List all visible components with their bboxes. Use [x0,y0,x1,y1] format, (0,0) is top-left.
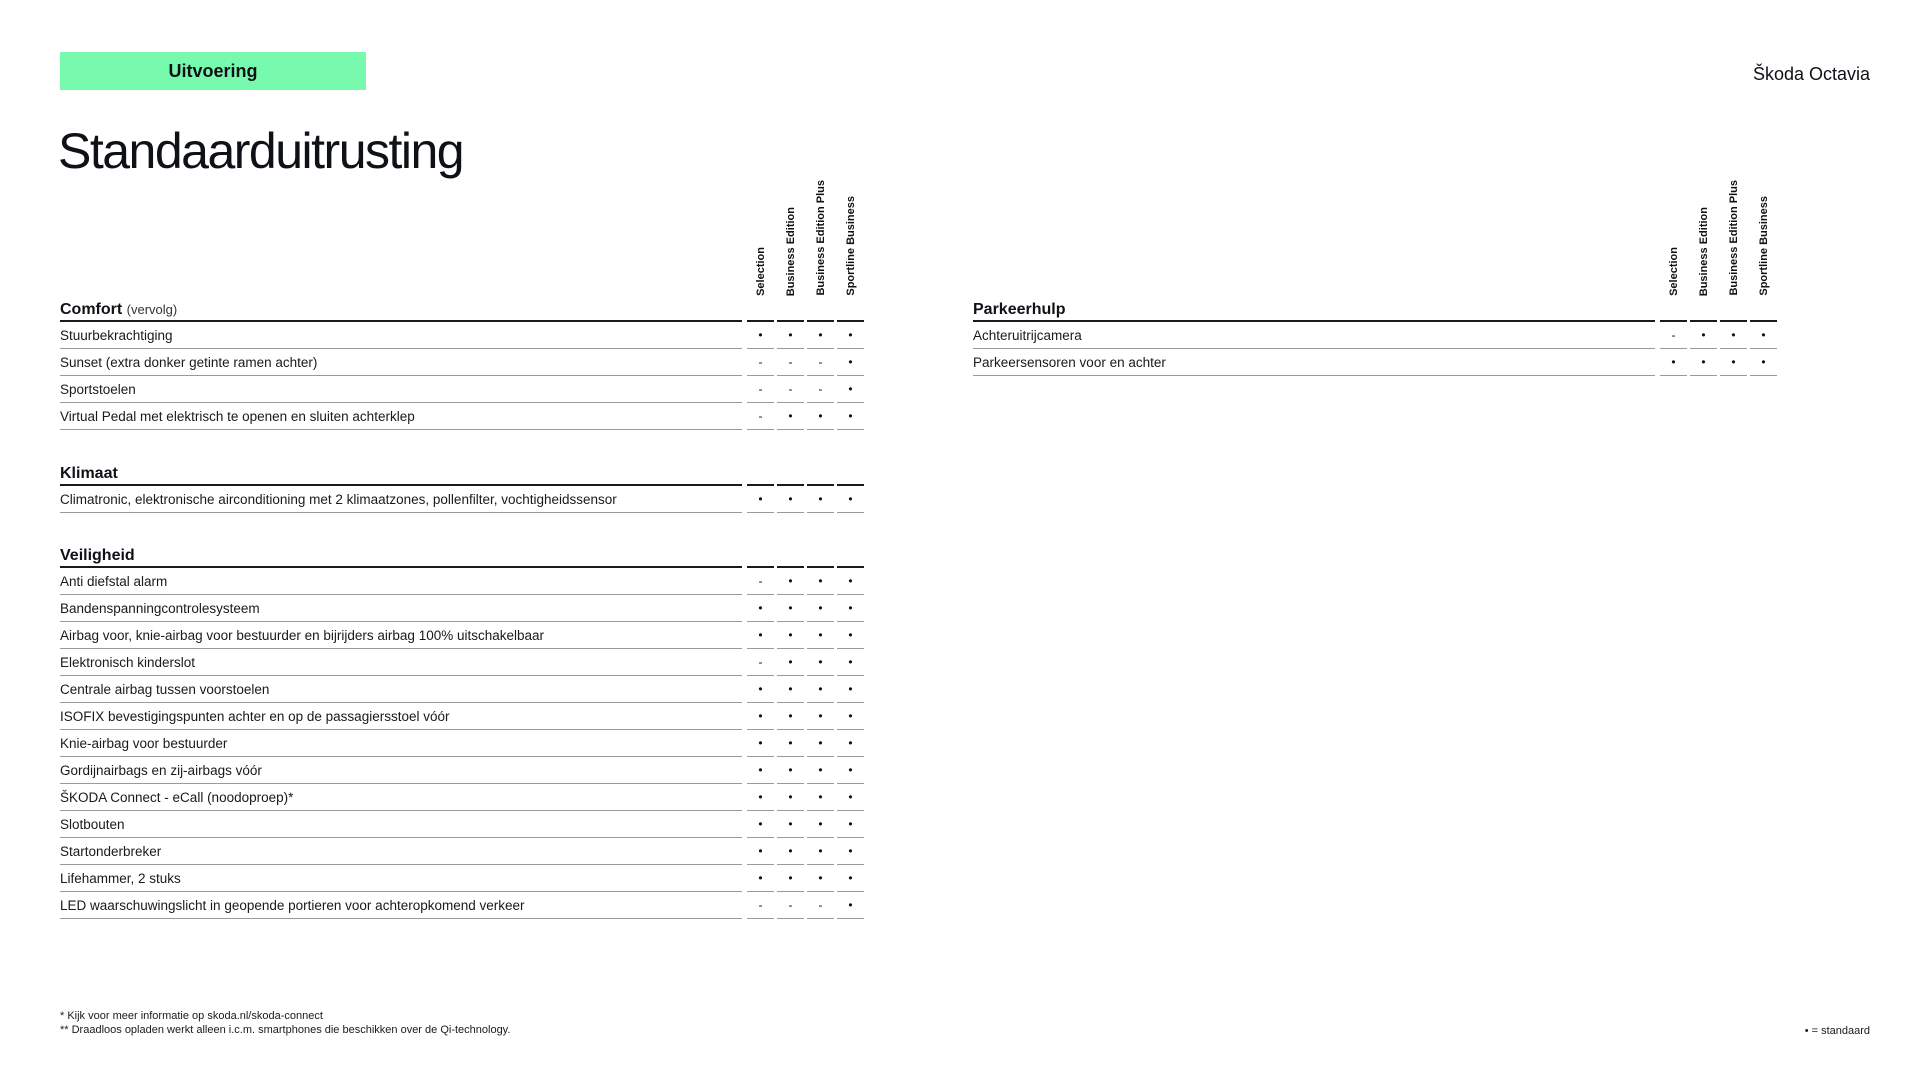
standard-dot: • [848,763,853,777]
row-label: Startonderbreker [60,844,162,859]
page-title: Standaarduitrusting [58,123,464,179]
column-header [1659,178,1689,296]
row-label: Climatronic, elektronische airconditioning met 2 klimaatzones, pollenfilter, vochtigheidssensor [60,492,617,507]
footnote: ** Draadloos opladen werkt alleen i.c.m. smartphones die beschikken over de Qi-technology. [60,1024,511,1036]
table-row [60,865,864,892]
standard-dot: • [818,763,823,777]
cell-rule [747,918,774,919]
standard-dot: • [848,628,853,642]
table-row [60,838,864,865]
footnotes [60,1009,510,1037]
standard-dot: • [788,871,793,885]
standard-dot: • [758,328,763,342]
standard-dot: • [788,628,793,642]
standard-dot: • [758,628,763,642]
column-header-label: Business Edition Plus [1728,180,1740,296]
standard-dot: • [758,871,763,885]
standard-dot: • [848,817,853,831]
not-available-dash: - [758,355,763,369]
standard-dot: • [848,492,853,506]
standard-dot: • [1761,328,1766,342]
standard-dot: • [758,736,763,750]
standard-dot: • [848,382,853,396]
standard-dot: • [848,844,853,858]
row-label: Gordijnairbags en zij-airbags vóór [60,763,262,778]
cell-rule [807,512,834,513]
row-label: Sportstoelen [60,382,136,397]
row-label: LED waarschuwingslicht in geopende portieren voor achteropkomend verkeer [60,898,525,913]
section [973,292,1777,376]
table-row [60,322,864,349]
standard-dot: • [818,817,823,831]
standard-dot: • [848,898,853,912]
row-rule [973,375,1655,376]
standard-dot: • [818,736,823,750]
section-title [60,301,177,319]
column-header [806,178,836,296]
section-title [973,301,1065,319]
column-header [836,178,866,296]
not-available-dash: - [1671,328,1676,342]
standard-dot: • [758,790,763,804]
row-label: Parkeersensoren voor en achter [973,355,1166,370]
standard-dot: • [818,871,823,885]
column-header [776,178,806,296]
table-row [60,730,864,757]
row-rule [60,429,742,430]
standard-dot: • [788,574,793,588]
column-header-label: Sportline Business [1758,196,1770,296]
cell-rule [747,512,774,513]
standard-dot: • [1701,355,1706,369]
not-available-dash: - [788,355,793,369]
standard-dot: • [1761,355,1766,369]
standard-dot: • [1671,355,1676,369]
standard-dot: • [848,601,853,615]
table-row [60,349,864,376]
column-header [1689,178,1719,296]
table-row [60,811,864,838]
section-title-text: Klimaat [60,465,118,482]
column-header [1749,178,1779,296]
section [60,292,864,430]
standard-dot: • [818,628,823,642]
section-badge: Uitvoering [60,52,366,90]
cell-rule [777,512,804,513]
not-available-dash: - [818,382,823,396]
standard-dot: • [818,409,823,423]
brand-name: Škoda Octavia [1752,64,1870,84]
section-title-text: Veiligheid [60,547,135,564]
table-row [60,757,864,784]
standard-dot: • [818,601,823,615]
standard-dot: • [848,709,853,723]
section-header [973,292,1777,322]
table-row [60,486,864,513]
table-row [60,703,864,730]
standard-dot: • [788,763,793,777]
standard-dot: • [788,655,793,669]
row-label: ŠKODA Connect - eCall (noodoproep)* [60,790,294,805]
standard-dot: • [848,574,853,588]
standard-dot: • [1701,328,1706,342]
column-header-label: Selection [755,247,767,296]
not-available-dash: - [788,382,793,396]
row-label: Achteruitrijcamera [973,328,1082,343]
standard-dot: • [1731,355,1736,369]
cell-rule [807,429,834,430]
table-row [60,649,864,676]
column-header-label: Selection [1668,247,1680,296]
row-rule [60,512,742,513]
cell-rule [1690,375,1717,376]
standard-dot: • [818,790,823,804]
table-row [973,322,1777,349]
standard-dot: • [848,871,853,885]
standard-dot: • [848,655,853,669]
standard-dot: • [818,492,823,506]
row-label: Airbag voor, knie-airbag voor bestuurder en bijrijders airbag 100% uitschakelbaar [60,628,545,643]
not-available-dash: - [758,655,763,669]
not-available-dash: - [818,898,823,912]
table-row [60,676,864,703]
table-row [60,376,864,403]
row-label: Lifehammer, 2 stuks [60,871,181,886]
table-row [60,622,864,649]
row-label: Sunset (extra donker getinte ramen achter) [60,355,318,370]
standard-dot: • [818,709,823,723]
row-label: Centrale airbag tussen voorstoelen [60,682,270,697]
standard-dot: • [758,763,763,777]
standard-dot: • [758,709,763,723]
standard-dot: • [758,601,763,615]
cell-rule [1660,375,1687,376]
section-header [60,292,864,322]
row-label: ISOFIX bevestigingspunten achter en op de passagiersstoel vóór [60,709,450,724]
not-available-dash: - [758,574,763,588]
standard-dot: • [1731,328,1736,342]
cell-rule [837,429,864,430]
standard-dot: • [818,574,823,588]
cell-rule [807,918,834,919]
table-row [60,403,864,430]
standard-dot: • [788,492,793,506]
cell-rule [777,429,804,430]
standard-dot: • [848,328,853,342]
table-row [60,595,864,622]
row-label: Stuurbekrachtiging [60,328,173,343]
row-label: Knie-airbag voor bestuurder [60,736,228,751]
not-available-dash: - [818,355,823,369]
cell-rule [747,429,774,430]
standard-dot: • [788,409,793,423]
footnote: * Kijk voor meer informatie op skoda.nl/skoda-connect [60,1010,323,1022]
table-row [973,349,1777,376]
column-header-label: Business Edition Plus [815,180,827,296]
standard-dot: • [788,736,793,750]
cell-rule [837,918,864,919]
standard-dot: • [788,817,793,831]
standard-dot: • [788,601,793,615]
not-available-dash: - [758,382,763,396]
column-header-label: Business Edition [1698,206,1710,296]
section-title [60,547,135,565]
standard-dot: • [788,844,793,858]
not-available-dash: - [758,898,763,912]
section-header [60,538,864,568]
standard-dot: • [848,682,853,696]
row-label: Elektronisch kinderslot [60,655,196,670]
section-title-text: Comfort [60,301,123,318]
column-header [746,178,776,296]
standard-dot: • [788,790,793,804]
section-title [60,465,118,483]
table-row [60,784,864,811]
column-header [1719,178,1749,296]
cell-rule [1720,375,1747,376]
standard-dot: • [758,492,763,506]
standard-dot: • [848,409,853,423]
column-header-label: Business Edition [785,206,797,296]
section-subtitle: (vervolg) [126,302,178,317]
standard-dot: • [788,328,793,342]
row-label: Slotbouten [60,817,125,832]
row-rule [60,918,742,919]
cell-rule [777,918,804,919]
cell-rule [837,512,864,513]
table-row [60,568,864,595]
standard-dot: • [818,655,823,669]
not-available-dash: - [788,898,793,912]
section [60,456,864,513]
standard-dot: • [848,355,853,369]
row-label: Virtual Pedal met elektrisch te openen en sluiten achterklep [60,409,415,424]
standard-dot: • [758,844,763,858]
section-title-text: Parkeerhulp [973,301,1066,318]
standard-dot: • [848,790,853,804]
section [60,538,864,919]
row-label: Bandenspanningcontrolesysteem [60,601,260,616]
standard-dot: • [758,817,763,831]
standard-dot: • [848,736,853,750]
standard-dot: • [818,328,823,342]
not-available-dash: - [758,409,763,423]
standard-dot: • [758,682,763,696]
standard-dot: • [788,709,793,723]
column-header-label: Sportline Business [845,196,857,296]
section-header [60,456,864,486]
standard-dot: • [818,682,823,696]
cell-rule [1750,375,1777,376]
standard-dot: • [818,844,823,858]
legend: • = standaard [1804,1025,1870,1037]
standard-dot: • [788,682,793,696]
row-label: Anti diefstal alarm [60,574,168,589]
table-row [60,892,864,919]
